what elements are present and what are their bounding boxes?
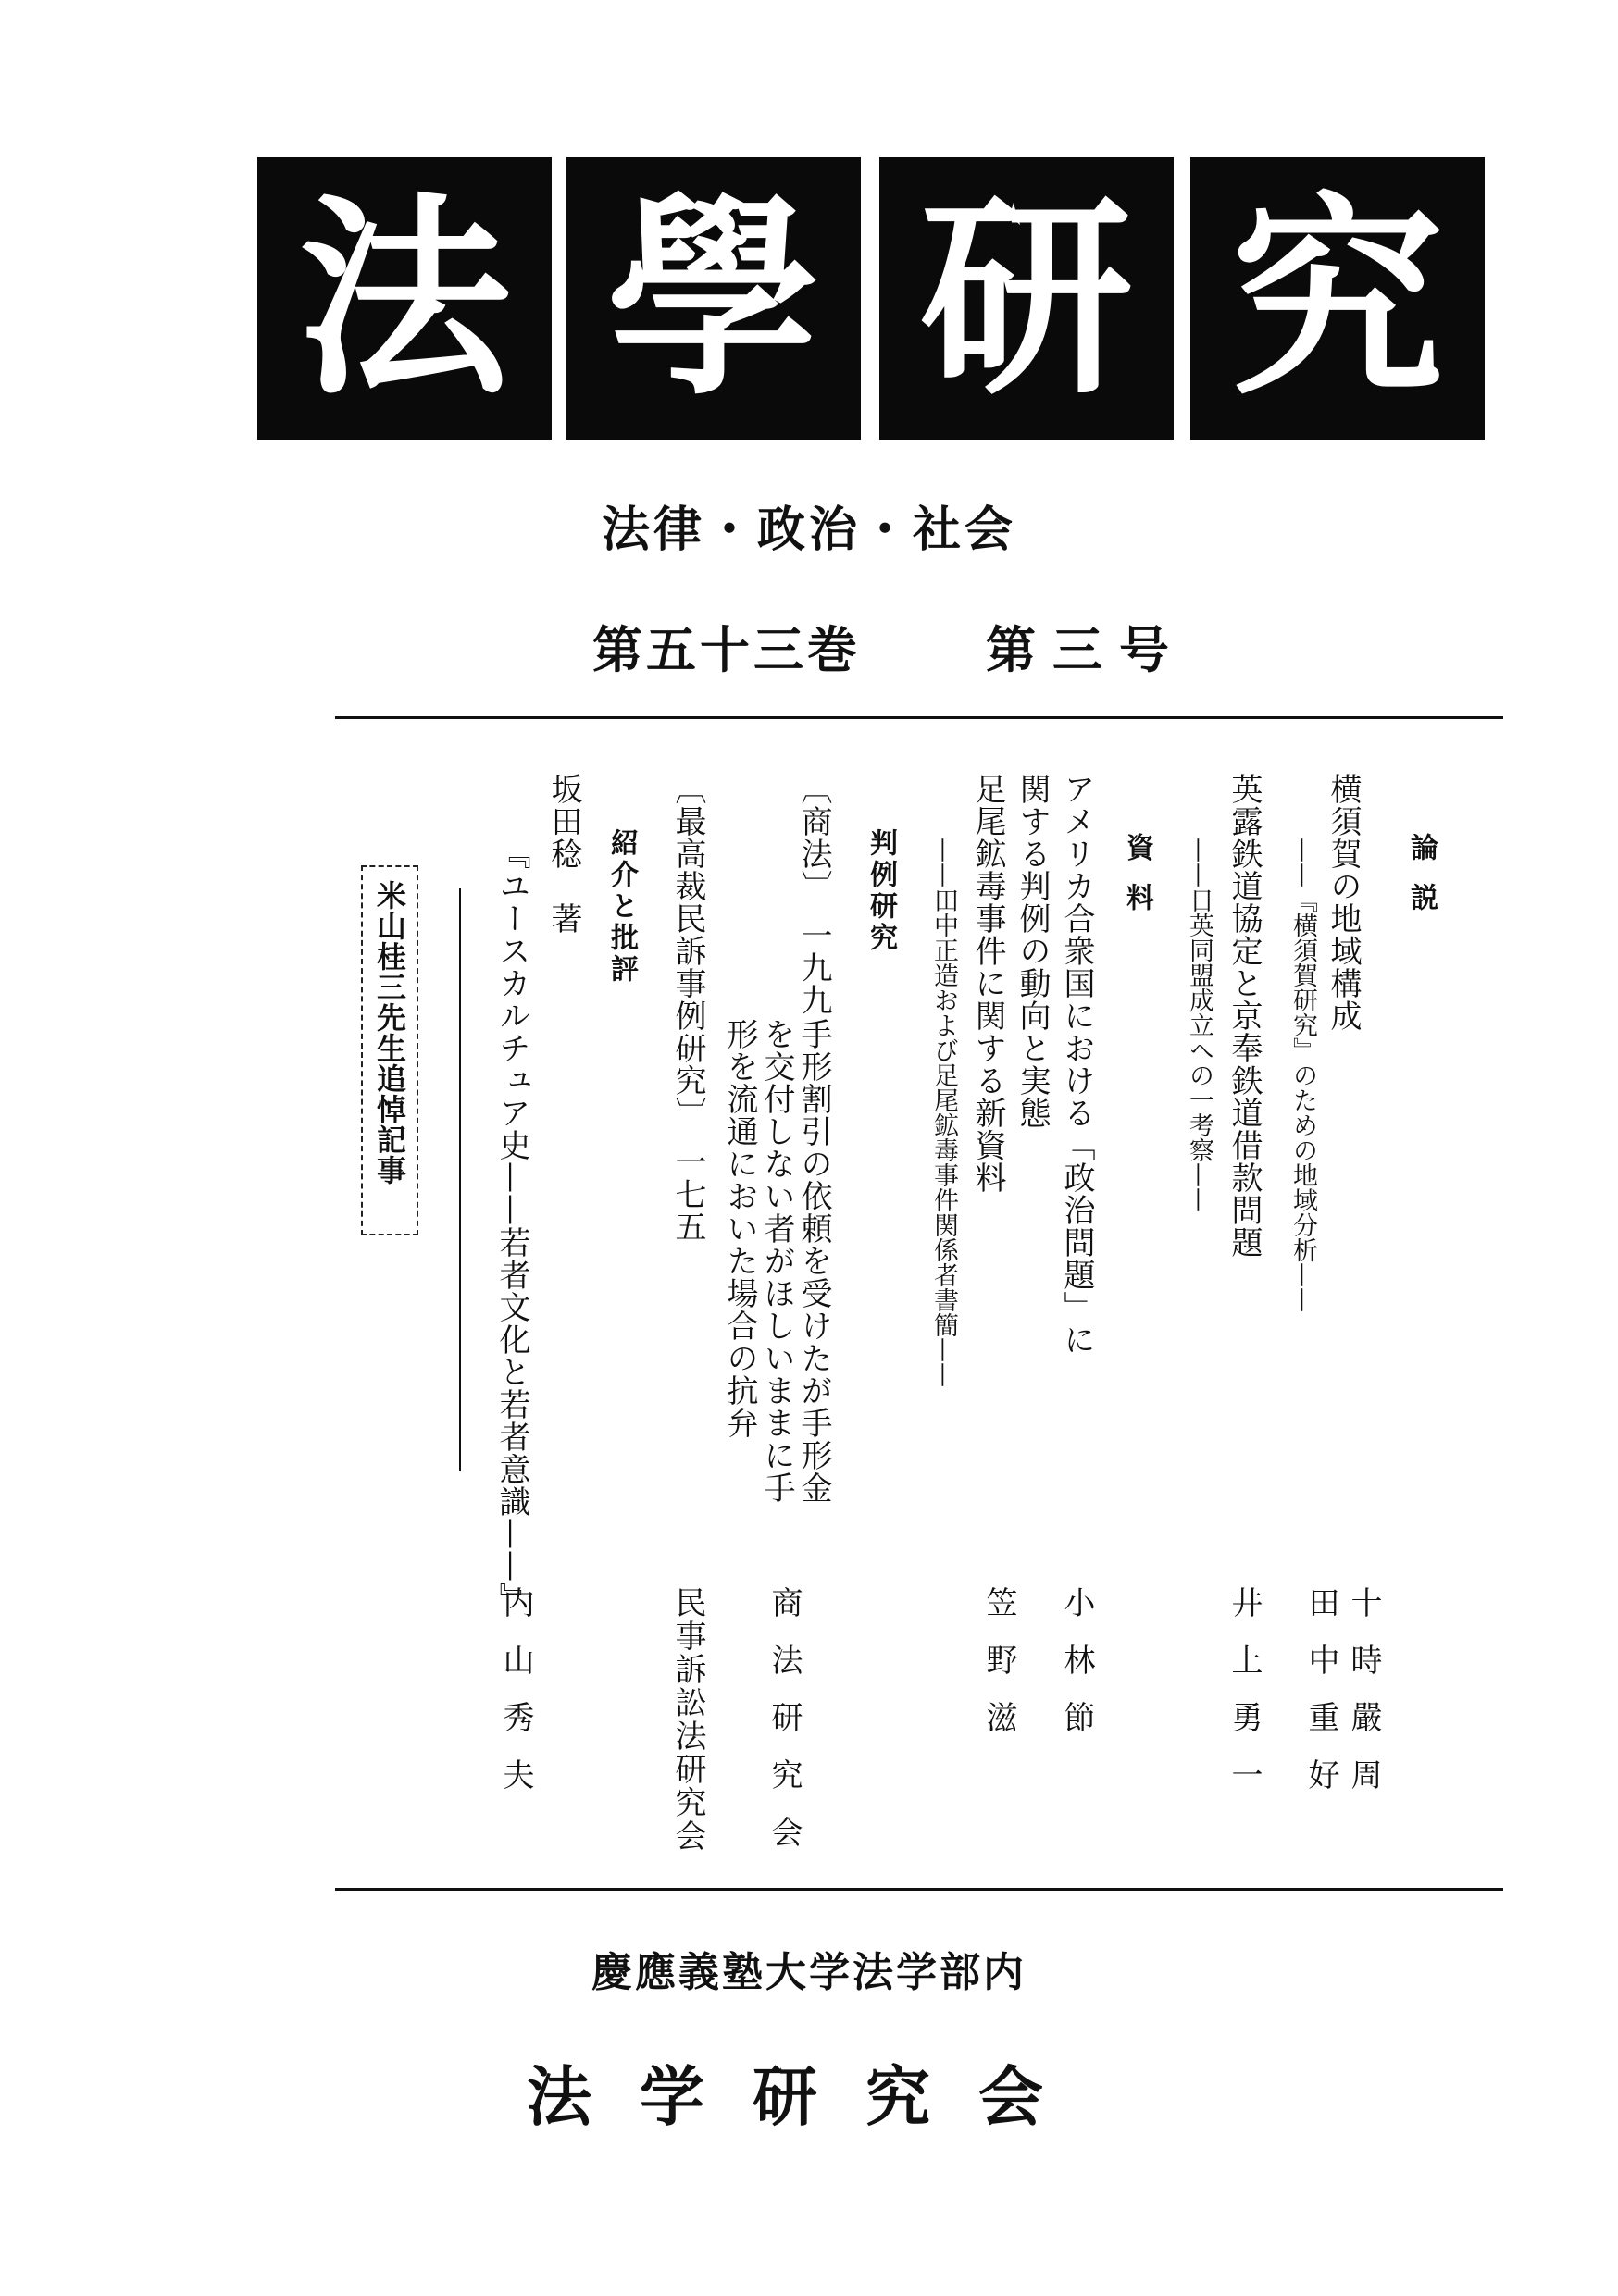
volume-number: 第五十三巻	[592, 621, 861, 679]
journal-subtitle: 法律・政治・社会	[601, 503, 1016, 558]
article-2-author: 井上勇一	[1226, 1586, 1263, 1816]
section-heading-shiryo: 資料	[1121, 833, 1153, 933]
article-4-subtitle: ——田中正造および足尾鉱毒事件関係者書簡——	[929, 838, 958, 1387]
article-5-author: 商法研究会	[765, 1586, 803, 1873]
memorial-label: 米山桂三先生追悼記事	[372, 880, 407, 1185]
article-1-coauthor: 田中重好	[1302, 1586, 1339, 1816]
bottom-rule	[335, 1888, 1503, 1891]
publisher-affiliation: 慶應義塾大学法学部内	[591, 1949, 1027, 1996]
article-3-title-line-2: 関する判例の動向と実態	[1014, 773, 1051, 1129]
article-2-title: 英露鉄道協定と京奉鉄道借款問題	[1226, 773, 1263, 1259]
article-4-title: 足尾鉱毒事件に関する新資料	[969, 773, 1006, 1194]
article-5-title-line-3: 形を流通においた場合の抗弁	[721, 1018, 758, 1439]
article-7-title: 『ユースカルチュア史——若者文化と若者意識——』	[493, 838, 530, 1615]
section-heading-hanrei: 判例研究	[865, 828, 897, 954]
article-1-title: 横須賀の地域構成	[1325, 773, 1362, 1032]
issue-number: 第三号	[986, 621, 1186, 679]
masthead-char-2: 學	[566, 157, 861, 440]
article-5-label: 〔商法〕 一九九	[795, 773, 832, 1016]
memorial-box	[361, 865, 418, 1235]
article-1-subtitle: ——『横須賀研究』のための地域分析——	[1288, 838, 1317, 1312]
article-1-author: 十時嚴周	[1345, 1586, 1382, 1816]
publisher-society: 法学研究会	[527, 2058, 1091, 2135]
section-heading-ronsetsu: 論説	[1405, 833, 1438, 933]
divider-line	[459, 888, 461, 1471]
masthead-char-3: 研	[879, 157, 1174, 440]
article-7-author: 内山秀夫	[497, 1586, 534, 1816]
article-7-book-author: 坂田稔 著	[545, 773, 582, 935]
top-rule	[335, 716, 1503, 719]
article-6-author: 民事訴訟法研究会	[669, 1586, 706, 1853]
masthead-char-1: 法	[257, 157, 552, 440]
article-5-title-line-1: 手形割引の依頼を受けたが手形金	[795, 1018, 832, 1504]
section-heading-shokai: 紹介と批評	[605, 828, 638, 986]
article-5-title-line-2: を交付しない者がほしいままに手	[758, 1018, 795, 1504]
article-2-subtitle: ——日英同盟成立への一考察——	[1185, 838, 1214, 1212]
article-3-title-line-1: アメリカ合衆国における「政治問題」に	[1058, 773, 1095, 1356]
article-6-label: 〔最高裁民訴事例研究〕 一七五	[669, 773, 706, 1243]
masthead-char-4: 究	[1190, 157, 1485, 440]
article-3-author: 小林節	[1058, 1586, 1095, 1758]
article-4-author: 笠野滋	[980, 1586, 1017, 1758]
